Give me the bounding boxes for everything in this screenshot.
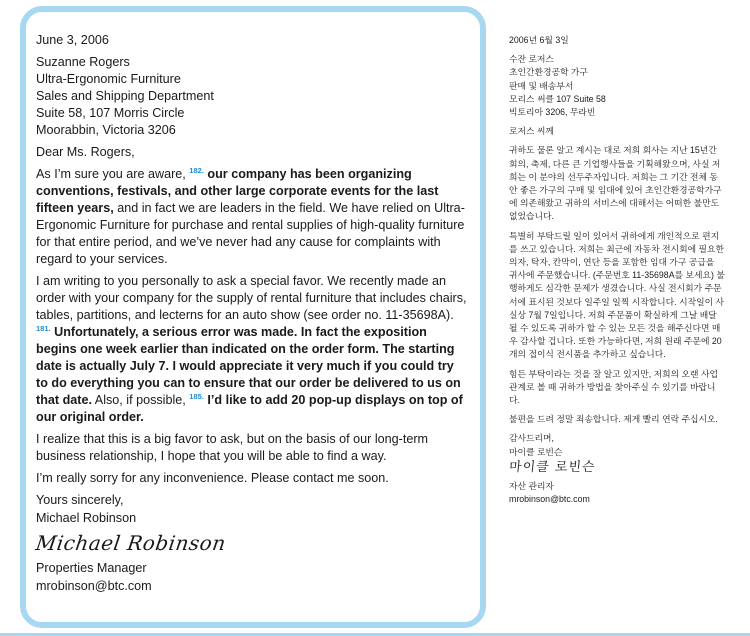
sender-title: Properties Manager [36, 561, 147, 575]
paragraph-4: I’m really sorry for any inconvenience. Please contact me soon. [36, 471, 389, 485]
text: As I’m sure you are aware, [36, 167, 190, 181]
bold-text: our company has been organizing conventions, festivals, and other large corporate events for the last fifteen years, [36, 167, 439, 215]
recipient-address [36, 54, 468, 139]
sender-email: mrobinson@btc.com [36, 579, 152, 593]
sender-title: 자산 관리자 [509, 481, 554, 492]
korean-translation [509, 34, 725, 513]
address-line: Sales and Shipping Department [36, 89, 214, 103]
closing: 감사드리며, [509, 433, 554, 444]
paragraph-1: 귀하도 물론 알고 계시는 대로 저희 회사는 지난 15년간 회의, 축제, 다른 큰 기업행사들을 기획해왔으며, 사실 저희는 이 분야의 선두주자입니다. 저희는 그 기간 전체 동안 좋은 가구의 구매 및 임대에 있어 초인간환경공학가구에 의존해왔고 귀하의 서비스에 대해서는 어떠한 불만도 없었습니다. [509, 145, 722, 222]
paragraph-4: 불편을 드려 정말 죄송합니다. 제게 빨리 연락 주십시오. [509, 414, 718, 425]
text: I am writing to you personally to ask a special favor. We recently made an order with your company for the supply of rental furniture that includes chairs, tables, partitions, and lecterns for an auto show (see order no. 11-35698A). [36, 274, 467, 322]
address-line: 빅토리아 3206, 무라빈 [509, 107, 596, 118]
address-line: 판매 및 배송부서 [509, 80, 574, 91]
sender-name: Michael Robinson [36, 511, 137, 525]
text: and in fact we are leaders in the field. We have relied on Ultra-Ergonomic Furniture for purchase and rental supplies of high-quality furniture for that entire period, and we’ve never had any cause for complaints with regard to your services. [36, 201, 465, 266]
question-marker: 182. [189, 165, 204, 175]
question-marker: 181. [36, 323, 51, 333]
paragraph-2: 특별히 부탁드릴 일이 있어서 귀하에게 개인적으로 편지를 쓰고 있습니다. 저희는 최근에 자동차 전시회에 필요한 의자, 탁자, 칸막이, 연단 등을 포함한 임대 가구 공급을 귀사에 주문했습니다. (주문번호 11-35698A를 보세요) 불행하게도 심각한 문제가 생겼습니다. 사실 전시회가 주문서에 표시된 것보다 일주일 일찍 시작합니다. 시작일이 사실상 7월 7일입니다. 저희 주문품이 확실하게 그날 배달될 수 있도록 귀하가 할 수 있는 모든 것을 해주신다면 매우 감사할 겁니다. 또한 가능하다면, 저희 원래 주문에 20개의 접이식 전시품을 추가하고 싶습니다. [509, 230, 725, 360]
signature: 마이클 로빈슨 [508, 459, 597, 475]
text: Also, if possible, [91, 393, 190, 407]
address-line: 초인간환경공학 가구 [509, 67, 588, 78]
sender-name: 마이클 로빈슨 [509, 446, 563, 457]
address-line: 모리스 써클 107 Suite 58 [509, 93, 606, 104]
address-line: Suzanne Rogers [36, 55, 130, 69]
paragraph-1 [36, 166, 468, 268]
address-line: Moorabbin, Victoria 3206 [36, 123, 176, 137]
recipient-address [509, 53, 725, 119]
address-line: 수잔 로저스 [509, 54, 554, 65]
letter-date: 2006년 6월 3일 [509, 35, 569, 45]
signature: Michael Robinson [34, 531, 228, 555]
question-marker: 185. [189, 391, 204, 401]
sender-email: mrobinson@btc.com [509, 494, 590, 505]
salutation: 로저스 씨께 [509, 126, 554, 137]
closing: Yours sincerely, [36, 493, 124, 507]
salutation: Dear Ms. Rogers, [36, 145, 135, 159]
english-letter [36, 32, 468, 600]
paragraph-2 [36, 273, 468, 426]
paragraph-3: I realize that this is a big favor to ask, but on the basis of our long-term business relationship, I hope that you will be able to find a way. [36, 432, 429, 463]
letter-date: June 3, 2006 [36, 33, 109, 47]
paragraph-3: 힘든 부탁이라는 것을 잘 알고 있지만, 저희의 오랜 사업관계로 볼 때 귀하가 방법을 찾아주실 수 있기를 바랍니다. [509, 368, 718, 406]
address-line: Ultra-Ergonomic Furniture [36, 72, 181, 86]
bold-text: Unfortunately, a serious error was made. In fact the exposition begins one week earlier than indicated on the order form. The starting date is actually July 7. I would appreciate it very much if you could try to do everything you can to ensure that our order be delivered to us on that date. [36, 325, 461, 407]
address-line: Suite 58, 107 Morris Circle [36, 106, 185, 120]
bold-text: I’d like to add 20 pop-up displays on top of our original order. [36, 393, 463, 424]
